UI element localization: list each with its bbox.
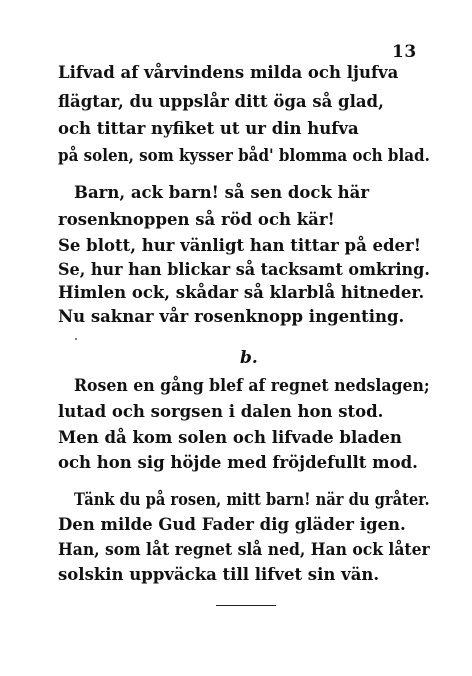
poem-line: Se, hur han blickar så tacksamt omkring.	[58, 260, 430, 279]
closing-rule	[216, 605, 276, 606]
poem-line: flägtar, du uppslår ditt öga så glad,	[58, 92, 384, 111]
poem-line: Men då kom solen och lifvade bladen	[58, 428, 402, 447]
poem-line: Rosen en gång blef af regnet nedslagen;	[74, 376, 430, 395]
poem-line: Han, som låt regnet slå ned, Han ock låter	[58, 540, 430, 559]
poem-line: Barn, ack barn! så sen dock här	[74, 183, 370, 202]
poem-line: Se blott, hur vänligt han tittar på eder!	[58, 236, 421, 255]
poem-line: och tittar nyfiket ut ur din hufva	[58, 119, 359, 138]
poem-line: och hon sig höjde med fröjdefullt mod.	[58, 453, 418, 472]
poem-line: Himlen ock, skådar så klarblå hitneder.	[58, 283, 425, 302]
poem-line: Den milde Gud Fader dig gläder igen.	[58, 515, 406, 534]
section-mark: b.	[240, 348, 258, 368]
ink-speck	[75, 338, 77, 340]
poem-line: rosenknoppen så röd och kär!	[58, 210, 335, 229]
poem-line: lutad och sorgsen i dalen hon stod.	[58, 402, 384, 421]
page-number: 13	[392, 42, 417, 62]
poem-line: Lifvad af vårvindens milda och ljufva	[58, 63, 399, 82]
poem-line: solskin uppväcka till lifvet sin vän.	[58, 565, 380, 584]
poem-line: Nu saknar vår rosenknopp ingenting.	[58, 307, 405, 326]
poem-line: på solen, som kysser båd' blomma och blad.	[58, 146, 430, 165]
poem-line: Tänk du på rosen, mitt barn! när du gråter.	[74, 490, 430, 509]
